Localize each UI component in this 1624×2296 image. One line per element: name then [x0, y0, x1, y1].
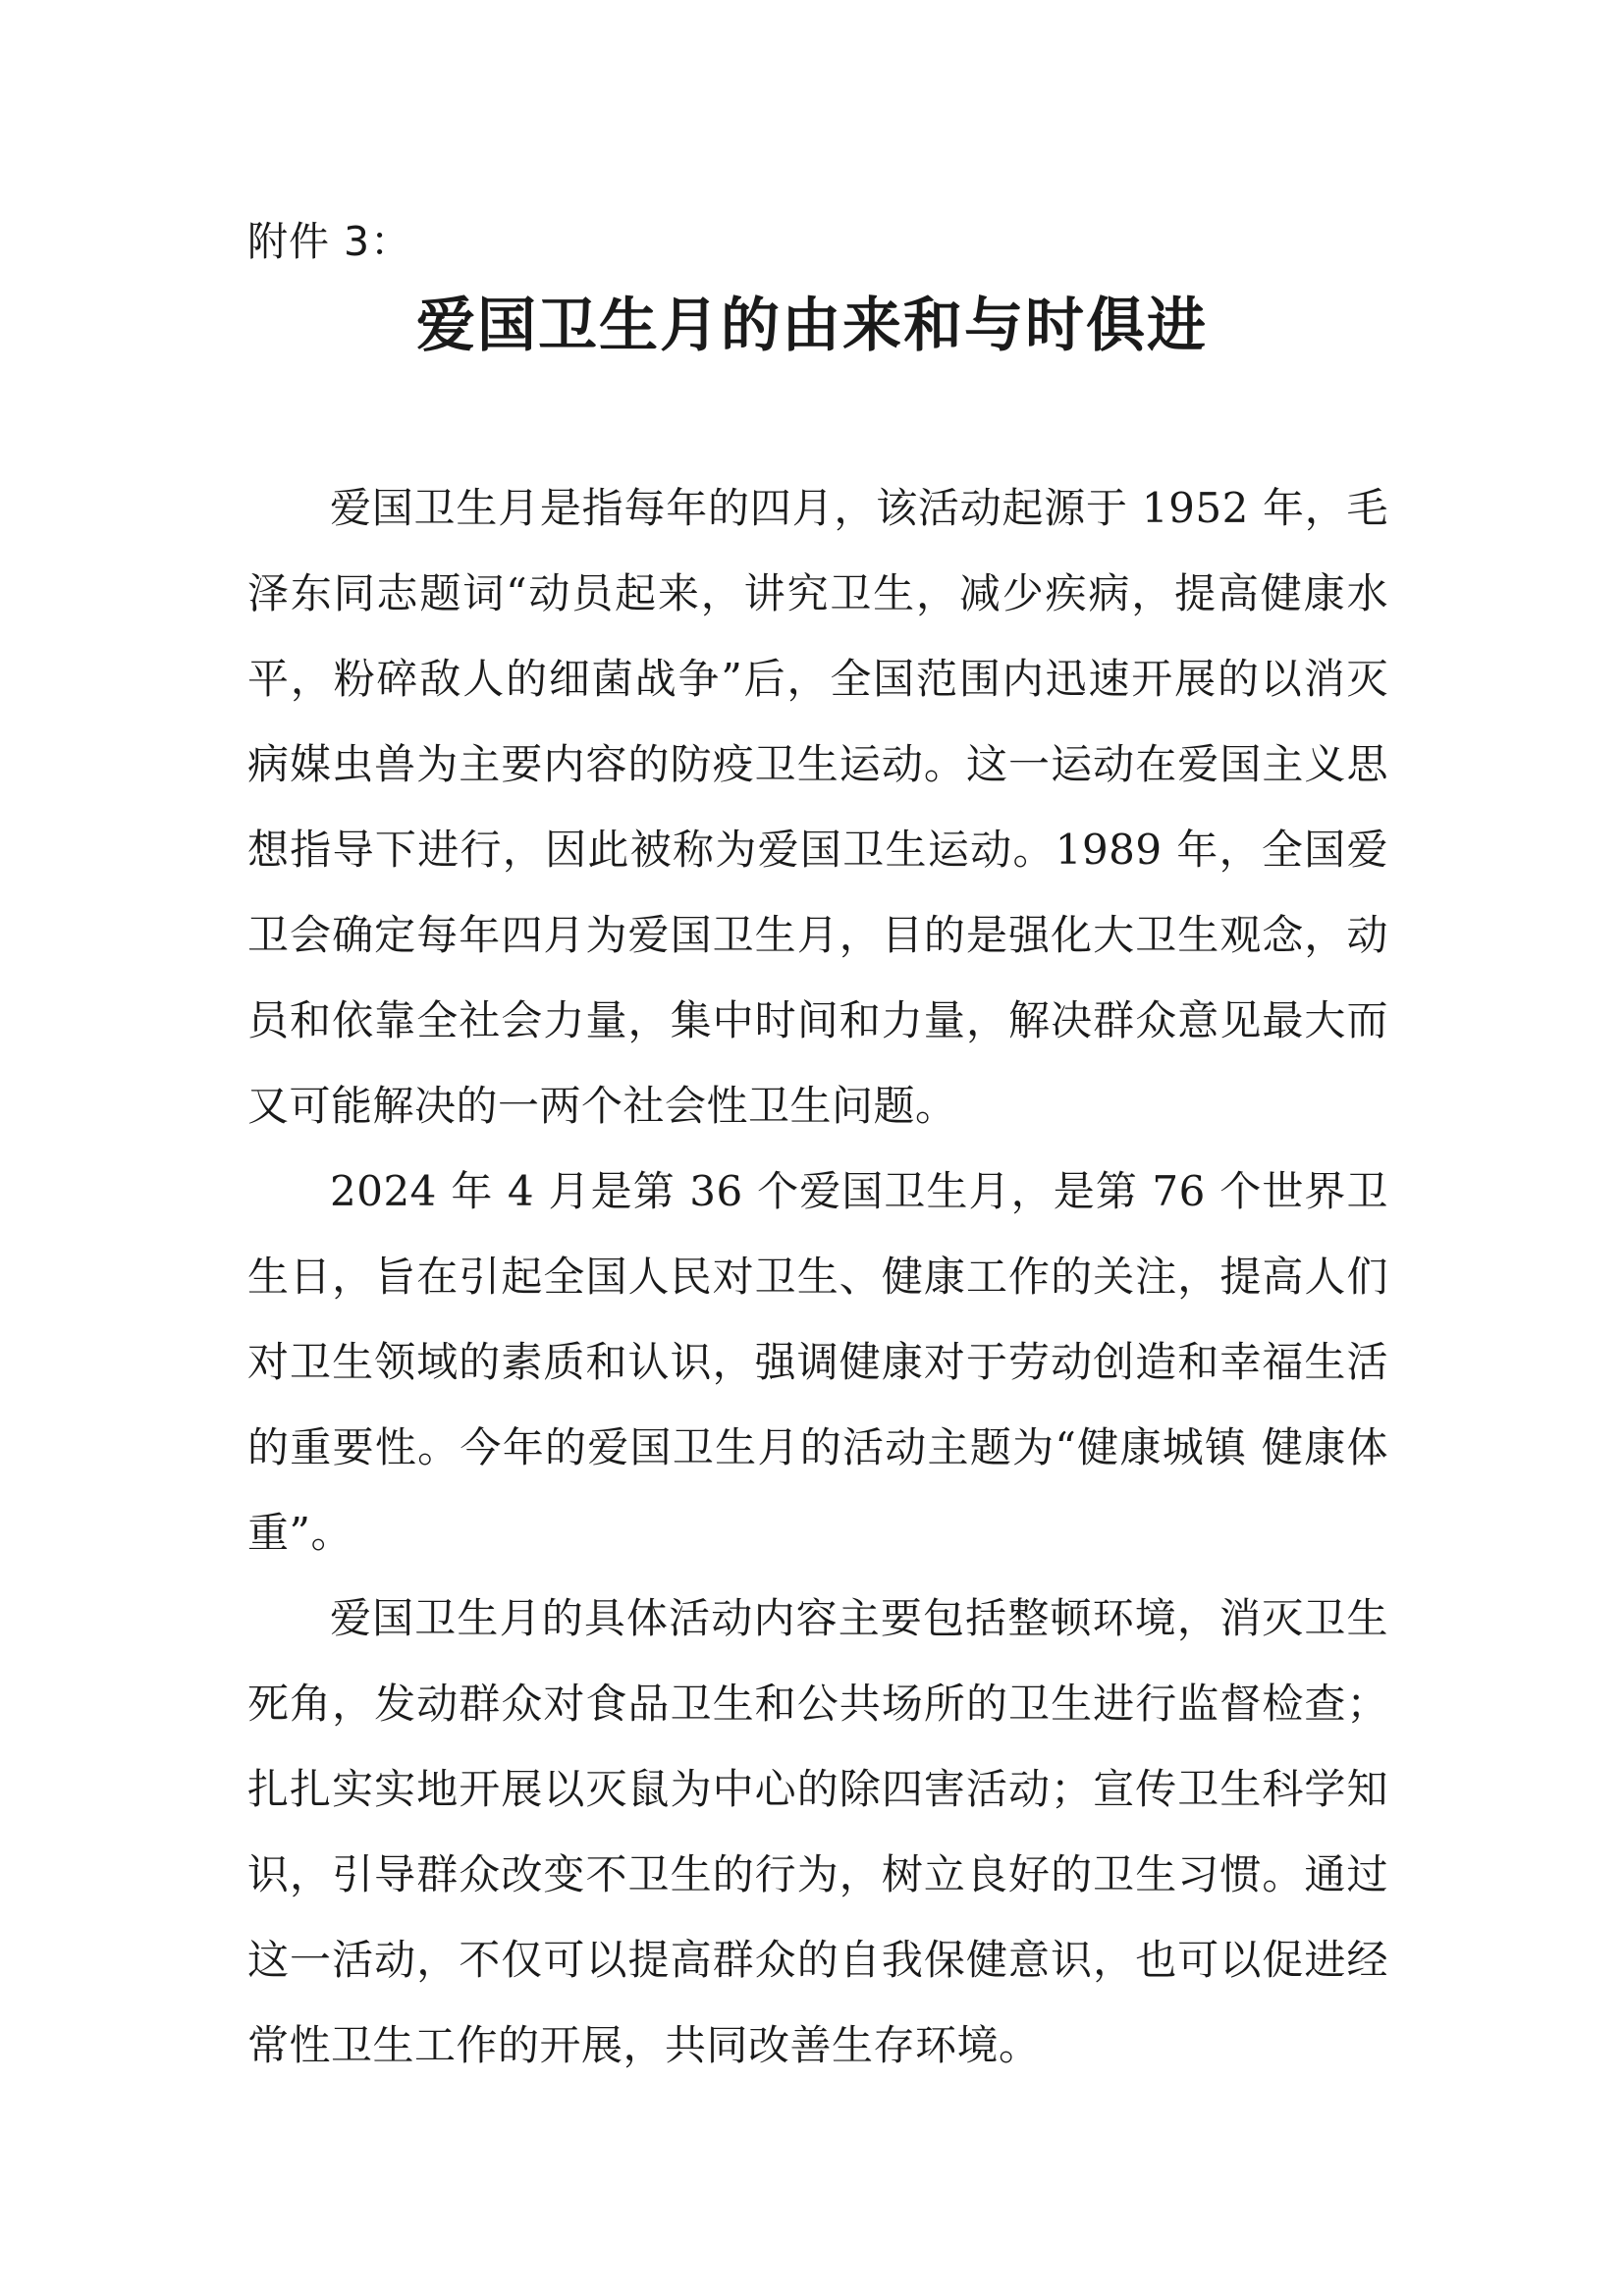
paragraph-origin: 爱国卫生月是指每年的四月，该活动起源于 1952 年，毛泽东同志题词“动员起来，讲究卫生，减少疾病，提高健康水平，粉碎敌人的细菌战争”后，全国范围内迅速开展的以消灭病媒虫兽为主要内容的防疫卫生运动。这一运动在爱国主义思想指导下进行，因此被称为爱国卫生运动。1989 年，全国爱卫会确定每年四月为爱国卫生月，目的是强化大卫生观念，动员和依靠全社会力量，集中时间和力量，解决群众意见最大而又可能解决的一两个社会性卫生问题。: [247, 484, 1388, 1130]
document-title: 爱国卫生月的由来和与时俱进: [416, 292, 1208, 360]
paragraph-activities: 爱国卫生月的具体活动内容主要包括整顿环境，消灭卫生死角，发动群众对食品卫生和公共场所的卫生进行监督检查；扎扎实实地开展以灭鼠为中心的除四害活动；宣传卫生科学知识，引导群众改变不卫生的行为，树立良好的卫生习惯。通过这一活动，不仅可以提高群众的自我保健意识，也可以促进经常性卫生工作的开展，共同改善生存环境。: [247, 1594, 1388, 2069]
attachment-label: 附件 3：: [247, 218, 412, 265]
paragraph-2024-theme: 2024 年 4 月是第 36 个爱国卫生月，是第 76 个世界卫生日，旨在引起全国人民对卫生、健康工作的关注，提高人们对卫生领域的素质和认识，强调健康对于劳动创造和幸福生活的重要性。今年的爱国卫生月的活动主题为“健康城镇 健康体重”。: [247, 1167, 1388, 1557]
document-body: [247, 465, 1388, 2088]
